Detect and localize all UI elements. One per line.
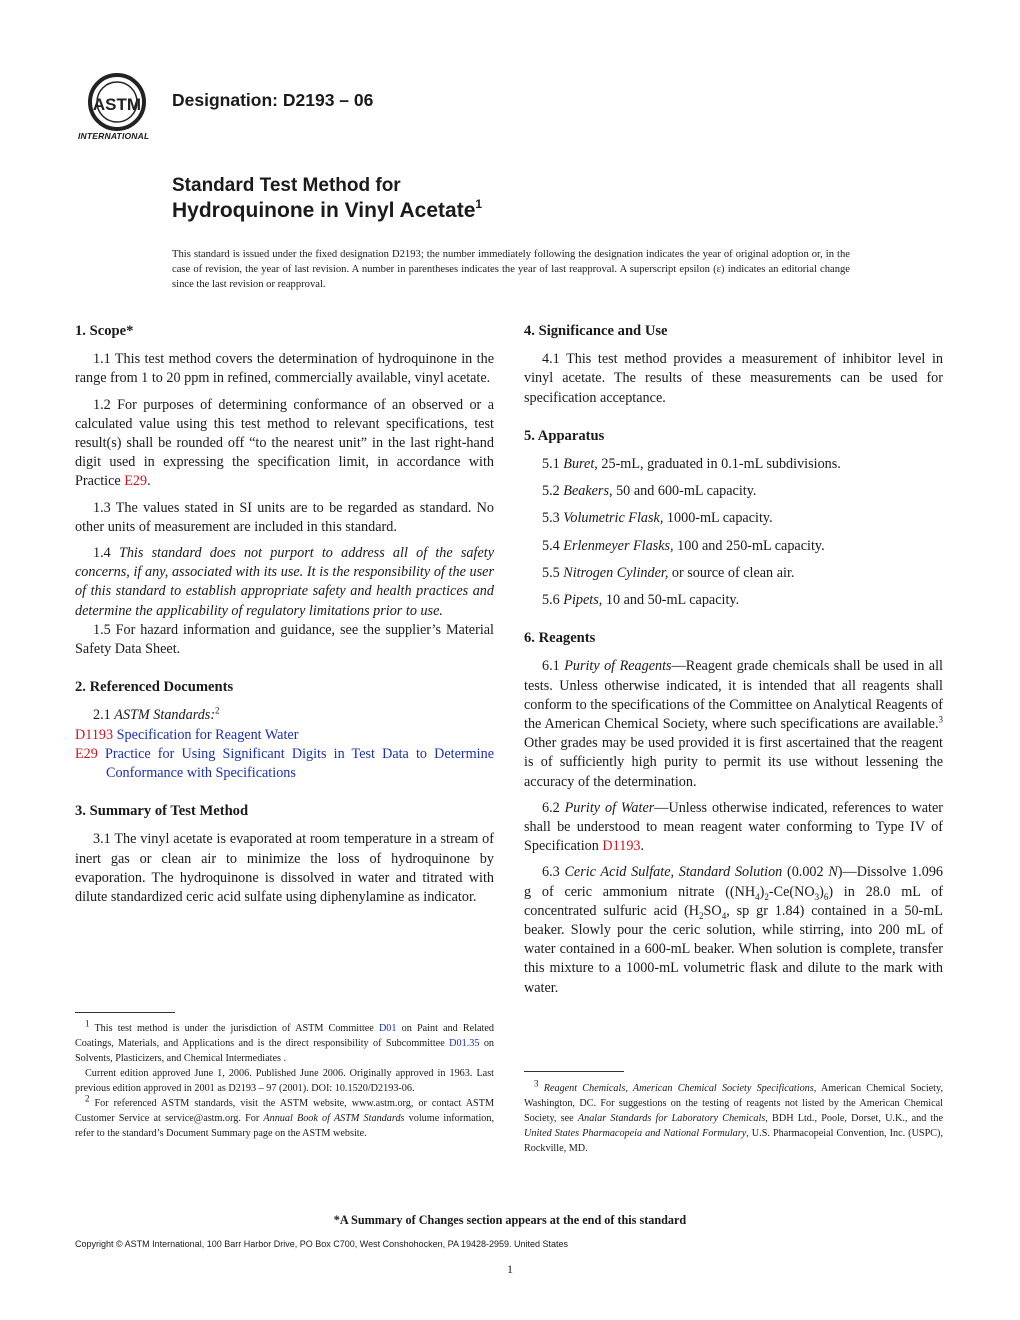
apparatus-item-desc: 10 and 50-mL capacity.: [605, 592, 740, 609]
sub-o4: 4: [721, 910, 727, 921]
designation-code: D2193 – 06: [282, 90, 374, 110]
para-2-1-num: 2.1: [93, 707, 111, 724]
apparatus-list: [524, 455, 943, 610]
title-line1: Standard Test Method for: [172, 175, 401, 196]
section-4-heading: 4. Significance and Use: [524, 323, 668, 339]
apparatus-item: [524, 482, 943, 501]
para-6-1-text: —Reagent grade chemicals shall be used in all tests. Unless otherwise indicated, it is intended that all reagents shall conform to the specifications of the Committee on Analytical Reagents of the American Chemical Society, where such specifications are available.: [524, 658, 943, 733]
right-column: [524, 322, 943, 1005]
issuance-notice: This standard is issued under the fixed designation D2193; the number immediately following the designation indicates the year of original adoption or, in the case of revision, the year of last revision. A number in parentheses indicates the year of last reapproval. A superscript epsilon (ε) indicates an editorial change since the last revision or reapproval.: [172, 249, 850, 290]
summary-of-changes-note: *A Summary of Changes section appears at the end of this standard: [333, 1213, 687, 1227]
para-2-1-label: ASTM Standards:: [114, 707, 216, 724]
apparatus-item-desc: 50 and 600-mL capacity.: [616, 483, 757, 500]
para-6-1-end: Other grades may be used provided it is first ascertained that the reagent is of sufficiently high purity to permit its use without lessening the accuracy of the determination.: [524, 735, 943, 790]
para-1-5: 1.5 For hazard information and guidance, see the supplier’s Material Safety Data Sheet.: [75, 621, 494, 658]
apparatus-item-num: 5.6: [542, 592, 560, 609]
ref-doc-title[interactable]: Specification for Reagent Water: [116, 726, 299, 743]
para-1-3: 1.3 The values stated in SI units are to be regarded as standard. No other units of measurement are included in this standard.: [75, 499, 494, 535]
apparatus-item: [524, 591, 943, 610]
para-6-3-c: -Ce(NO: [768, 883, 815, 900]
copyright: Copyright © ASTM International, 100 Barr Harbor Drive, PO Box C700, West Conshohocken, PA 19428-2959. United States: [75, 1239, 569, 1249]
apparatus-item-num: 5.5: [542, 564, 560, 581]
section-3-heading: 3. Summary of Test Method: [75, 803, 249, 820]
apparatus-item-desc: 1000-mL capacity.: [666, 510, 773, 527]
footnote-2-italic: Annual Book of ASTM Standards: [263, 1113, 405, 1124]
ref-doc-e29[interactable]: [75, 745, 494, 783]
footnote-1: [75, 1018, 495, 1066]
section-2-heading: 2. Referenced Documents: [75, 679, 234, 696]
para-6-3-d: ): [819, 883, 824, 900]
apparatus-item-num: 5.2: [542, 483, 560, 500]
para-2-1: [75, 706, 494, 725]
section-1-heading: 1. Scope*: [75, 323, 134, 339]
para-6-1-num: 6.1: [542, 658, 560, 675]
para-6-3-b: ): [759, 883, 765, 900]
apparatus-item: [524, 564, 943, 583]
para-3-1: 3.1 The vinyl acetate is evaporated at room temperature in a stream of inert gas or clean air to minimize the loss of hydroquinone by evaporation. The hydroquinone is dissolved in water and titrated with dilute standardized ceric acid sulfate using diphenylamine as indicator.: [75, 831, 494, 906]
sub-2: 2: [764, 891, 769, 902]
para-6-1: [524, 657, 943, 791]
para-6-3-name: Ceric Acid Sulfate, Standard Solution: [564, 864, 783, 881]
footnote-1-mark: 1: [85, 1018, 90, 1029]
footnote-3-italic3: United States Pharmacopeia and National Formulary: [524, 1128, 747, 1139]
para-1-2-end: .: [147, 473, 151, 490]
para-6-3-conc: (0.002: [786, 864, 824, 881]
para-1-2-text: 1.2 For purposes of determining conformance of an observed or a calculated value using this test method to relevant specifications, test result(s) shall be rounded off “to the nearest unit” in the last right-hand digit used in expressing the specification limit, in accordance with Practice: [75, 396, 494, 490]
footnote-3-text: [524, 1078, 944, 1156]
apparatus-item-num: 5.3: [542, 510, 560, 527]
para-1-1: 1.1 This test method covers the determination of hydroquinone in the range from 1 to 20 ppm in refined, commercially available, vinyl acetate.: [75, 351, 494, 387]
apparatus-item: [524, 509, 943, 528]
link-e29[interactable]: E29: [124, 473, 148, 490]
apparatus-item-name: Nitrogen Cylinder,: [563, 564, 669, 581]
footnote-ref-3: 3: [938, 714, 943, 725]
designation-label: Designation:: [172, 90, 278, 110]
left-column: [75, 322, 494, 914]
apparatus-item: [524, 537, 943, 556]
para-6-2-text: —Unless otherwise indicated, references to water shall be understood to mean reagent water conforming to Type IV of Specification: [524, 799, 944, 855]
title-main: Hydroquinone in Vinyl Acetate: [172, 199, 476, 222]
para-6-2-num: 6.2: [542, 799, 560, 816]
footnote-1-text-b: on Paint and Related Coatings, Materials, and Applications and is the direct responsibility of Subcommittee: [75, 1023, 494, 1049]
footnote-ref-2: 2: [215, 705, 220, 716]
para-6-3-f: SO: [703, 902, 722, 919]
footnote-3-a: , American Chemical Society, Washington, DC. For suggestions on the testing of reagents not listed by the American Chemical Society, see: [524, 1083, 943, 1124]
footnote-1-text-c: on Solvents, Plasticizers, and Chemical Intermediates .: [75, 1038, 495, 1064]
apparatus-item-name: Erlenmeyer Flasks,: [563, 537, 674, 554]
apparatus-item-desc: 25-mL, graduated in 0.1-mL subdivisions.: [601, 456, 841, 473]
section-6-heading: 6. Reagents: [524, 630, 596, 647]
title-line2: [172, 199, 482, 223]
section-5-heading: 5. Apparatus: [524, 427, 605, 444]
para-1-4-num: 1.4: [93, 545, 111, 562]
ref-doc-code[interactable]: D1193: [75, 726, 114, 743]
footnotes-left: [75, 1018, 495, 1141]
footnote-3-c: , U.S. Pharmacopeial Convention, Inc. (USPC), Rockville, MD.: [524, 1128, 943, 1154]
apparatus-item-desc: or source of clean air.: [671, 564, 795, 581]
footnote-3-b: , BDH Ltd., Poole, Dorset, U.K., and the: [765, 1113, 944, 1124]
para-6-1-name: Purity of Reagents: [564, 658, 672, 675]
sub-6: 6: [823, 891, 829, 902]
ref-doc-code[interactable]: E29: [75, 745, 98, 762]
apparatus-item-name: Pipets,: [563, 592, 603, 609]
footnote-1-edition: Current edition approved June 1, 2006. Published June 2006. Originally approved in 1963. Last previous edition approved in 2001 as D2193 – 97 (2001). DOI: 10.1520/D2193-06.: [75, 1068, 494, 1094]
para-1-2: [75, 396, 494, 492]
apparatus-item-desc: 100 and 250-mL capacity.: [677, 537, 825, 554]
para-6-3-a: Dissolve 1.096 g of ceric ammonium nitrate ((NH: [524, 864, 943, 900]
link-d01[interactable]: D01: [378, 1023, 397, 1034]
para-6-2-name: Purity of Water: [564, 799, 655, 816]
para-6-2-end: .: [640, 838, 645, 855]
page-number: 1: [507, 1262, 513, 1276]
para-6-3-normality: N: [828, 864, 838, 881]
apparatus-item-num: 5.4: [542, 537, 560, 554]
footnote-2: [75, 1093, 495, 1141]
apparatus-item: [524, 455, 943, 474]
para-6-2: [524, 799, 943, 857]
para-6-3-g: , sp gr 1.84) contained in a 50-mL beaker. Slowly pour the ceric solution, while stirring, into 200 mL of water contained in a 600-mL beaker. When solution is complete, transfer this mixture to a 1000-mL volumetric flask and dilute to the mark with water.: [524, 902, 943, 996]
sub-3: 3: [814, 891, 820, 902]
ref-doc-d1193[interactable]: [75, 726, 494, 745]
footnote-2-mark: 2: [85, 1093, 90, 1104]
footnote-divider-left: [75, 1012, 175, 1013]
ref-doc-title[interactable]: Practice for Using Significant Digits in Test Data to Determine Conformance with Specifications: [104, 745, 494, 782]
para-6-3-e: ) in 28.0 mL of concentrated sulfuric acid (H: [524, 883, 943, 919]
logo-subtext: INTERNATIONAL: [78, 131, 150, 141]
apparatus-item-name: Buret,: [563, 456, 598, 473]
footnote-2-text-a: For referenced ASTM standards, visit the ASTM website, www.astm.org, or contact ASTM Customer Service at service@astm.org. For: [75, 1098, 495, 1124]
designation: [172, 90, 373, 111]
sub-h2: 2: [699, 910, 704, 921]
footnote-3: [524, 1078, 944, 1156]
link-d1193[interactable]: D1193: [602, 838, 641, 855]
footnote-2-text-b: volume information, refer to the standard’s Document Summary page on the ASTM website.: [75, 1113, 495, 1139]
apparatus-item-name: Beakers,: [563, 483, 613, 500]
footnote-3-italic1: Reagent Chemicals, American Chemical Society Specifications: [543, 1083, 814, 1094]
para-6-3-num: 6.3: [542, 864, 560, 881]
sub-4: 4: [755, 891, 760, 902]
para-1-4-text: This standard does not purport to address all of the safety concerns, if any, associated with its use. It is the responsibility of the user of this standard to establish appropriate safety and health practices and determine the applicability of regulatory limitations prior to use.: [75, 545, 494, 619]
footnote-3-mark: 3: [534, 1078, 539, 1089]
footnote-3-italic2: Analar Standards for Laboratory Chemicals: [577, 1113, 766, 1124]
title-footnote-mark: 1: [475, 197, 483, 211]
footnote-divider-right: [524, 1071, 624, 1072]
footnote-1-text-a: This test method is under the jurisdiction of ASTM Committee: [94, 1023, 374, 1034]
link-d01-35[interactable]: D01.35: [449, 1038, 480, 1049]
para-4-1: 4.1 This test method provides a measurement of inhibitor level in vinyl acetate. The results of these measurements can be used for specification acceptance.: [524, 351, 943, 406]
apparatus-item-num: 5.1: [542, 456, 560, 473]
para-6-3-conc-end: )—: [837, 864, 857, 881]
para-6-3: [524, 863, 943, 997]
para-1-4: [75, 544, 494, 621]
apparatus-item-name: Volumetric Flask,: [563, 510, 664, 527]
logo-text: ASTM: [92, 95, 142, 114]
